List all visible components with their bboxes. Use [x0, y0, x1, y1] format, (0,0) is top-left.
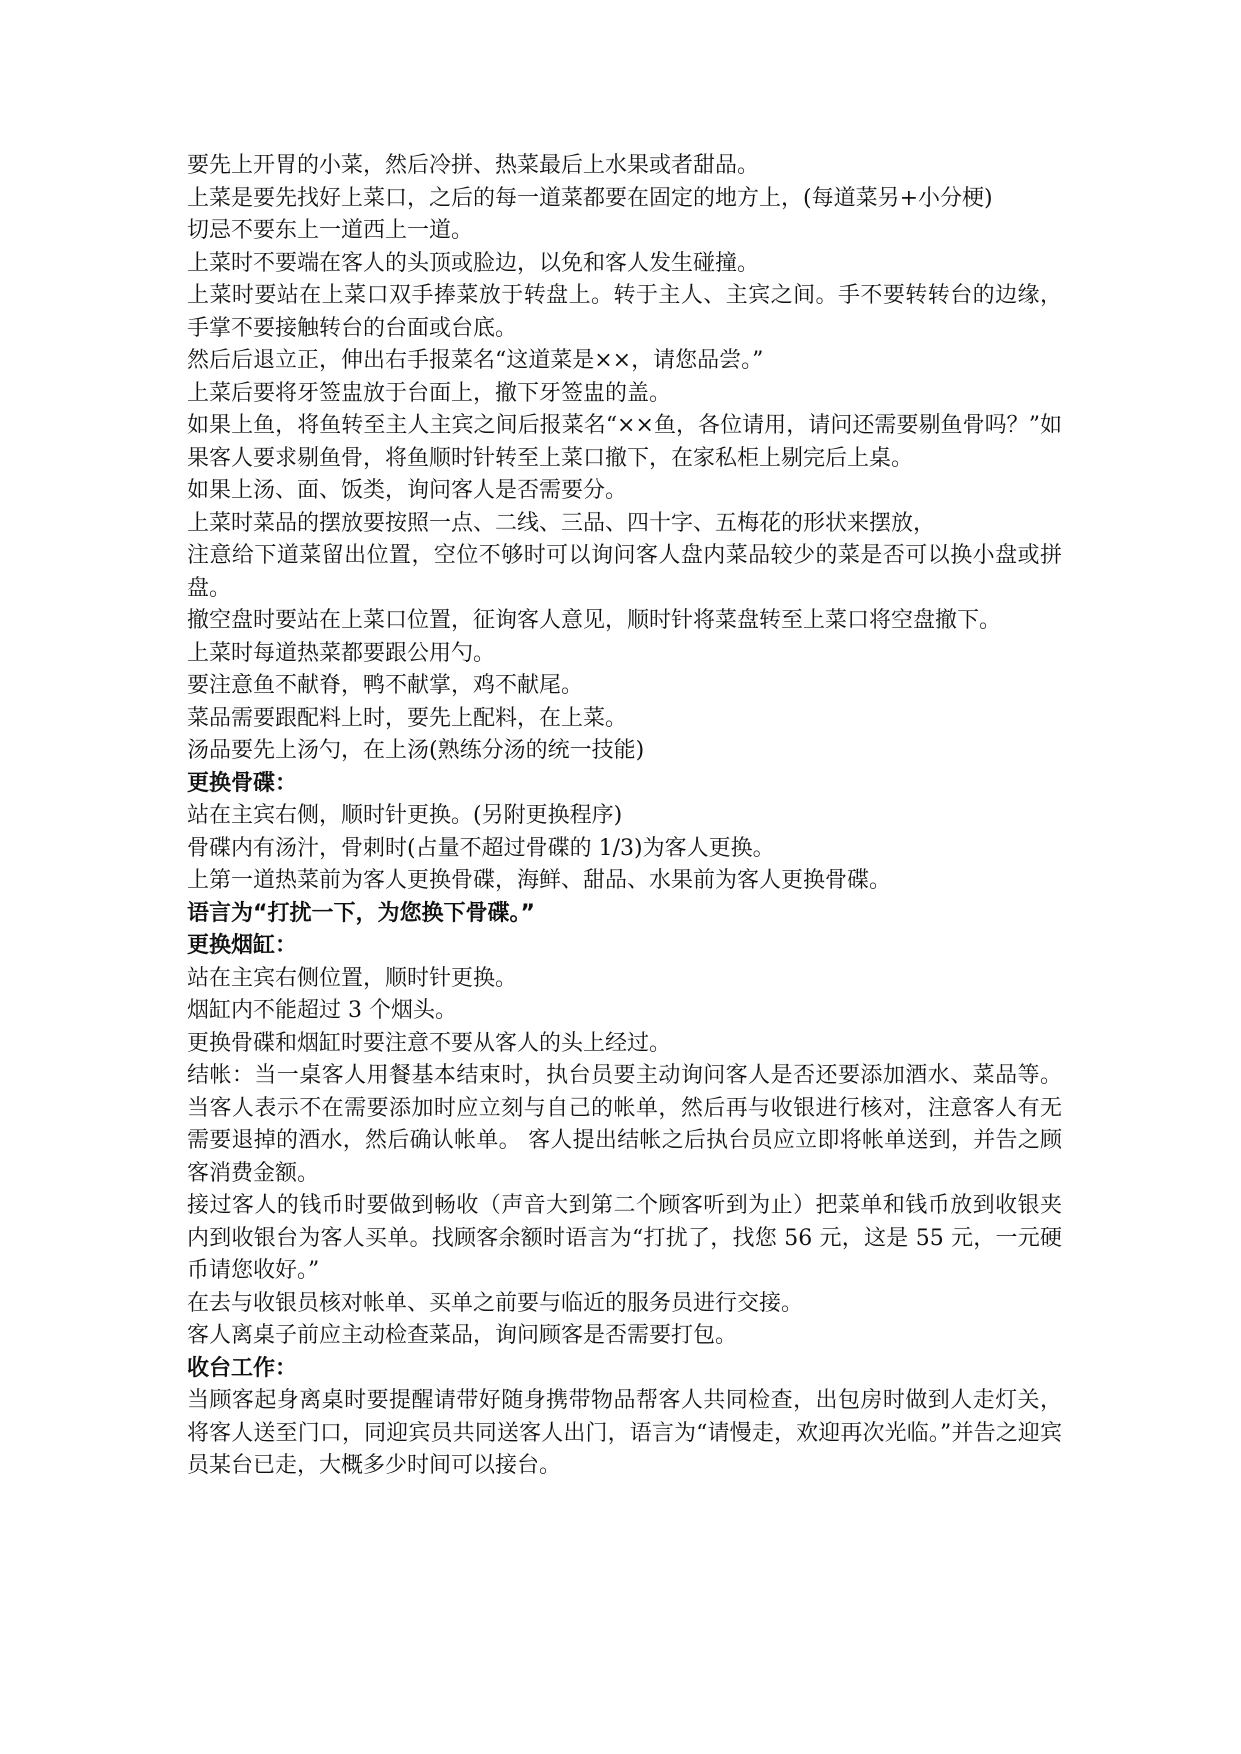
- paragraph: 菜品需要跟配料上时，要先上配料，在上菜。: [187, 705, 628, 731]
- paragraph: 接过客人的钱币时要做到畅收（声音大到第二个顾客听到为止）把菜单和钱币放到收银夹内到收银台为客人买单。找顾客余额时语言为“打扰了，找您 56 元，这是 55 元，一元硬币请您收好。”: [187, 1193, 1062, 1283]
- paragraph: 当顾客起身离桌时要提醒请带好随身携带物品帮客人共同检查，出包房时做到人走灯关，将客人送至门口，同迎宾员共同送客人出门，语言为“请慢走，欢迎再次光临。”并告之迎宾员某台已走，大概多少时间可以接台。: [187, 1388, 1062, 1478]
- paragraph: 如果上鱼，将鱼转至主人主宾之间后报菜名“××鱼，各位请用，请问还需要剔鱼骨吗？”如果客人要求剔鱼骨，将鱼顺时针转至上菜口撤下，在家私柜上剔完后上桌。: [187, 413, 1062, 471]
- paragraph: 站在主宾右侧，顺时针更换。(另附更换程序): [187, 803, 623, 828]
- paragraph: 上菜时菜品的摆放要按照一点、二线、三品、四十字、五梅花的形状来摆放，: [187, 510, 936, 536]
- paragraph: 站在主宾右侧位置，顺时针更换。: [187, 965, 518, 991]
- paragraph: 烟缸内不能超过 3 个烟头。: [187, 998, 457, 1023]
- paragraph: 上菜后要将牙签盅放于台面上，撤下牙签盅的盖。: [187, 380, 672, 406]
- section-heading: 收台工作：: [187, 1355, 298, 1381]
- section-heading: 更换烟缸：: [187, 933, 298, 958]
- paragraph: 要先上开胃的小菜，然后冷拼、热菜最后上水果或者甜品。: [187, 153, 760, 178]
- emphasized-phrase: 语言为“打扰一下，为您换下骨碟。”: [187, 900, 535, 926]
- paragraph: 如果上汤、面、饭类，询问客人是否需要分。: [187, 478, 628, 503]
- paragraph: 上菜是要先找好上菜口，之后的每一道菜都要在固定的地方上，(每道菜另+小分梗): [187, 185, 993, 211]
- paragraph: 注意给下道菜留出位置，空位不够时可以询问客人盘内菜品较少的菜是否可以换小盘或拼盘。: [187, 543, 1062, 601]
- paragraph: 撤空盘时要站在上菜口位置，征询客人意见，顺时针将菜盘转至上菜口将空盘撤下。: [187, 608, 1002, 633]
- paragraph: 要注意鱼不献脊，鸭不献掌，鸡不献尾。: [187, 673, 584, 698]
- paragraph: 汤品要先上汤勺，在上汤(熟练分汤的统一技能): [187, 738, 645, 763]
- paragraph: 上菜时每道热菜都要跟公用勺。: [187, 640, 496, 666]
- paragraph: 然后后退立正，伸出右手报菜名“这道菜是××，请您品尝。”: [187, 348, 764, 373]
- paragraph: 上菜时要站在上菜口双手捧菜放于转盘上。转于主人、主宾之间。手不要转转台的边缘，手掌不要接触转台的台面或台底。: [187, 283, 1062, 341]
- paragraph: 上菜时不要端在客人的头顶或脸边，以免和客人发生碰撞。: [187, 250, 760, 276]
- paragraph: 更换骨碟和烟缸时要注意不要从客人的头上经过。: [187, 1030, 672, 1056]
- paragraph: 骨碟内有汤汁，骨刺时(占量不超过骨碟的 1/3)为客人更换。: [187, 835, 775, 861]
- paragraph: 客人离桌子前应主动检查菜品，询问顾客是否需要打包。: [187, 1323, 738, 1348]
- paragraph: 结帐：当一桌客人用餐基本结束时，执台员要主动询问客人是否还要添加酒水、菜品等。当客人表示不在需要添加时应立刻与自己的帐单，然后再与收银进行核对，注意客人有无需要退掉的酒水，然后确认帐单。 客人提出结帐之后执台员应立即将帐单送到，并告之顾客消费金额。: [187, 1063, 1062, 1186]
- paragraph: 切忌不要东上一道西上一道。: [187, 218, 474, 243]
- paragraph: 在去与收银员核对帐单、买单之前要与临近的服务员进行交接。: [187, 1290, 804, 1316]
- section-heading: 更换骨碟：: [187, 770, 298, 796]
- document-body: [187, 150, 1062, 1483]
- paragraph: 上第一道热菜前为客人更换骨碟，海鲜、甜品、水果前为客人更换骨碟。: [187, 868, 892, 893]
